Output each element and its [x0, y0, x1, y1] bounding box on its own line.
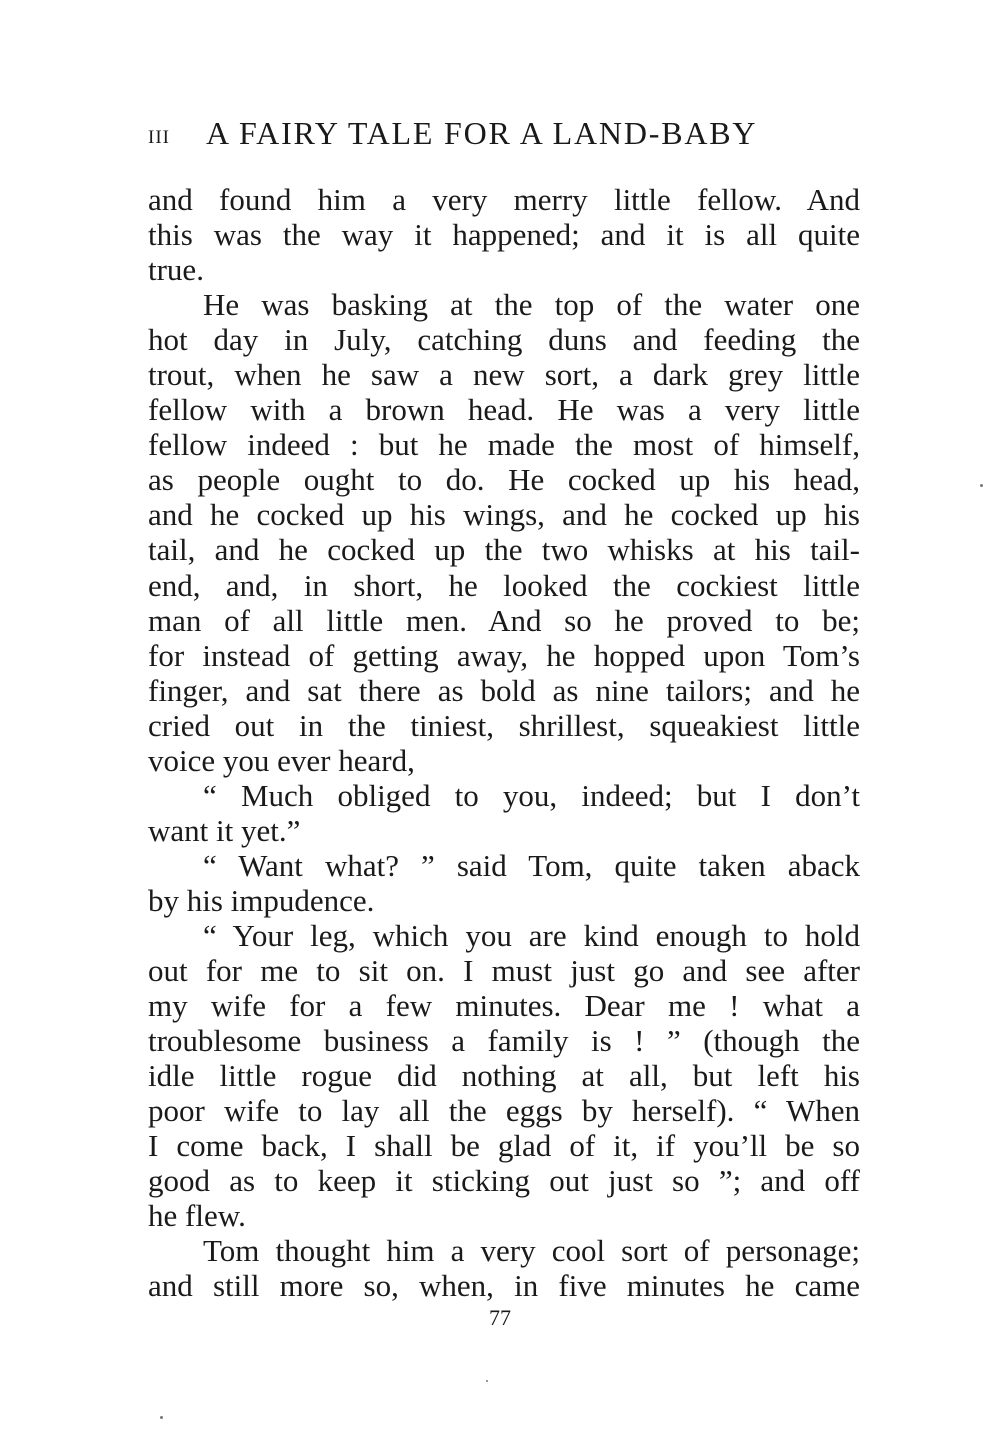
text-line: my wife for a few minutes. Dear me ! what a [148, 988, 860, 1024]
body-text [148, 182, 860, 1304]
text-line: and still more so, when, in five minutes he came [148, 1268, 860, 1304]
text-line: fellow indeed : but he made the most of himself, [148, 427, 860, 463]
text-line: true. [148, 252, 204, 288]
text-line: “ Want what? ” said Tom, quite taken aback [203, 847, 860, 883]
text-line: by his impudence. [148, 882, 375, 918]
chapter-number: III [148, 127, 170, 148]
text-line: Tom thought him a very cool sort of personage; [203, 1233, 860, 1269]
page-number: 77 [489, 1305, 511, 1330]
text-line: fellow with a brown head. He was a very little [148, 392, 860, 428]
text-line: good as to keep it sticking out just so ”; and off [148, 1163, 860, 1199]
text-line: voice you ever heard, [148, 742, 415, 778]
text-line: hot day in July, catching duns and feeding the [148, 322, 860, 358]
text-line: and found him a very merry little fellow. And [148, 182, 860, 217]
text-line: out for me to sit on. I must just go and see after [148, 953, 860, 989]
text-line: man of all little men. And so he proved to be; [148, 602, 860, 638]
text-line: cried out in the tiniest, shrillest, squeakiest little [148, 707, 860, 743]
text-line: trout, when he saw a new sort, a dark grey little [148, 357, 860, 393]
running-head [148, 115, 860, 161]
text-line: as people ought to do. He cocked up his head, [148, 462, 860, 498]
text-line: poor wife to lay all the eggs by herself). “ When [148, 1093, 860, 1129]
ink-speck [160, 1416, 163, 1419]
text-line: finger, and sat there as bold as nine tailors; and he [148, 672, 860, 708]
text-line: He was basking at the top of the water one [203, 287, 860, 323]
text-line: this was the way it happened; and it is all quite [148, 217, 860, 253]
text-line: and he cocked up his wings, and he cocked up his [148, 497, 860, 533]
ink-speck [980, 484, 983, 487]
text-line: I come back, I shall be glad of it, if you’ll be so [148, 1128, 860, 1164]
text-line: “ Much obliged to you, indeed; but I don’t [203, 777, 860, 813]
text-line: tail, and he cocked up the two whisks at his tail- [148, 532, 860, 568]
text-line: “ Your leg, which you are kind enough to hold [203, 917, 860, 953]
text-line: end, and, in short, he looked the cockiest little [148, 567, 860, 603]
text-line: he flew. [148, 1198, 246, 1234]
text-line: want it yet.” [148, 812, 301, 848]
text-line: troublesome business a family is ! ” (though the [148, 1023, 860, 1059]
text-line: idle little rogue did nothing at all, but left his [148, 1058, 860, 1094]
ink-speck [486, 1380, 488, 1382]
running-title: A FAIRY TALE FOR A LAND-BABY [206, 115, 758, 151]
text-line: for instead of getting away, he hopped upon Tom’s [148, 637, 860, 673]
